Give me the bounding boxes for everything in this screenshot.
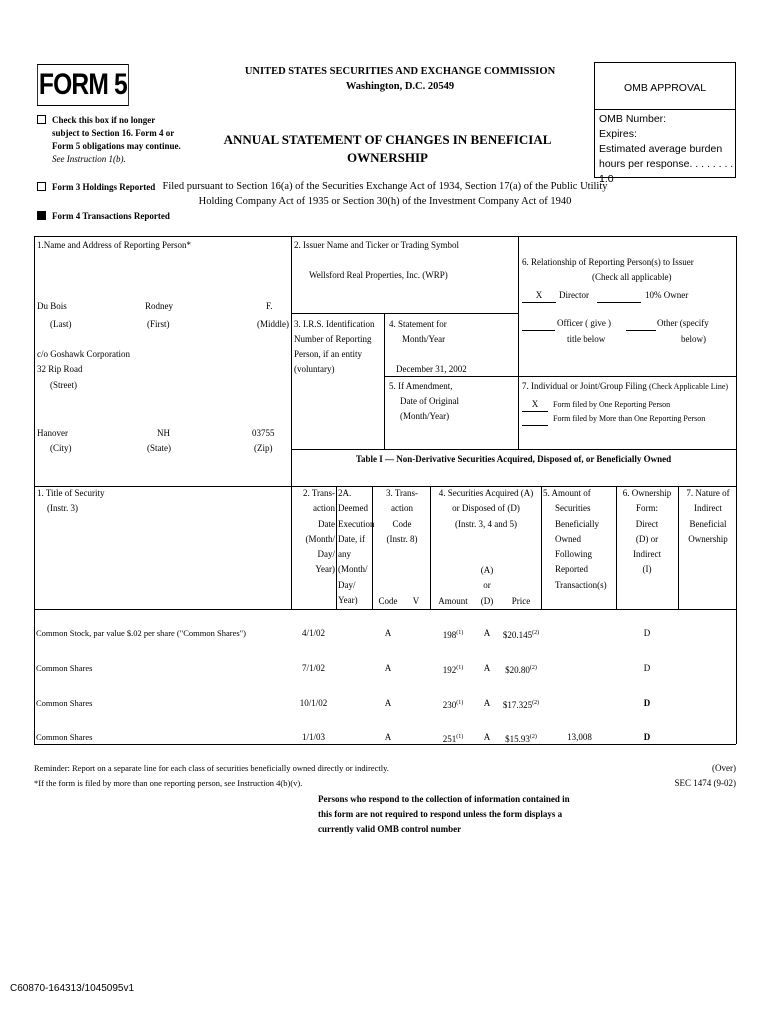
box3-line1: 3. I.R.S. Identification [294, 319, 375, 329]
sec-form-number: SEC 1474 (9-02) [674, 778, 736, 788]
row-ad: A [483, 732, 491, 742]
row-ownership-form: D [643, 698, 651, 708]
row-price: $20.80$^{(2)}$ [505, 665, 537, 675]
box7-label-group [522, 379, 728, 394]
persons-notice-line3: currently valid OMB control number [318, 824, 462, 834]
row-price: $15.93$^{(2)}$ [505, 734, 537, 744]
row-amount: 251$^{(1)}$ [442, 734, 464, 744]
col-ownership-header: 6. Ownership Form: Direct (D) or Indirect (I) [622, 488, 672, 575]
row-code: A [384, 663, 392, 673]
row-price: $17.325$^{(2)}$ [502, 700, 540, 710]
row-amount: 230$^{(1)}$ [442, 700, 464, 710]
multiple-persons-checkbox[interactable] [522, 412, 548, 426]
document-id: C60870-164313/1045095v1 [10, 983, 134, 994]
box5-line1: 5. If Amendment, [389, 381, 453, 391]
col-title-header: 1. Title of Security (Instr. 3) [37, 488, 105, 513]
row-ad: A [483, 663, 491, 673]
reminder-note: Reminder: Report on a separate line for each class of securities beneficially owned directly or indirectly. [34, 763, 389, 773]
row-date: 10/1/02 [299, 698, 328, 708]
box4-line1: 4. Statement for [389, 319, 447, 329]
reporting-last-name: Du Bois [37, 301, 67, 311]
star-note: *If the form is filed by more than one reporting person, see Instruction 4(b)(v). [34, 778, 303, 788]
col-ad-sub: (A) or (D) [480, 565, 494, 606]
box2-label: 2. Issuer Name and Ticker or Trading Symbol [294, 240, 459, 250]
filed-pursuant-line1: Filed pursuant to Section 16(a) of the Securities Exchange Act of 1934, Section 17(a) of the Public Utility [162, 181, 608, 192]
address-line2: 32 Rip Road [37, 364, 83, 374]
omb-expires: Expires: [599, 128, 637, 140]
row-amount: 192$^{(1)}$ [442, 665, 464, 675]
row-date: 4/1/02 [301, 628, 325, 638]
omb-approval-box [594, 62, 736, 185]
box5-line3: (Month/Year) [400, 411, 450, 421]
box6-line1: 6. Relationship of Reporting Person(s) to Issuer [522, 257, 694, 267]
agency-name: UNITED STATES SECURITIES AND EXCHANGE COMMISSION [244, 66, 556, 77]
checkbox-label: Check this box if no longer [52, 115, 156, 125]
row-title: Common Stock, par value $.02 per share ("Common Shares") [36, 628, 246, 638]
row-title: Common Shares [36, 732, 93, 742]
persons-notice-line2: this form are not required to respond unless the form displays a [318, 809, 563, 819]
state-value: NH [157, 428, 170, 438]
col-amount-owned-header: 5. Amount of Securities Beneficially Owned Following Reported Transaction(s) [543, 488, 607, 590]
other-checkbox[interactable] [626, 317, 656, 331]
box6-line2: (Check all applicable) [592, 272, 672, 282]
row-ad: A [483, 628, 491, 638]
ten-percent-checkbox[interactable] [597, 289, 641, 303]
city-label: (City) [50, 443, 72, 453]
row-code: A [384, 628, 392, 638]
row-title: Common Shares [36, 698, 93, 708]
street-label: (Street) [50, 380, 77, 390]
state-label: (State) [147, 443, 171, 453]
col-trans-code-header: 3. Trans- action Code (Instr. 8) [385, 488, 418, 544]
middle-label: (Middle) [257, 319, 289, 329]
no-longer-subject-checkbox-group [37, 114, 181, 166]
officer-label: Officer ( give ) [557, 318, 612, 328]
checkbox-label: See Instruction 1(b). [52, 154, 126, 164]
row-ad: A [483, 698, 491, 708]
row-date: 7/1/02 [301, 663, 325, 673]
reporting-first-name: Rodney [145, 301, 173, 311]
checkbox-label: subject to Section 16. Form 4 or [52, 128, 175, 138]
box3-line3: Person, if an entity [294, 349, 362, 359]
officer-checkbox[interactable] [522, 317, 555, 331]
box3-line2: Number of Reporting [294, 334, 372, 344]
first-label: (First) [147, 319, 170, 329]
over-label: (Over) [712, 763, 736, 773]
reporting-middle-name: F. [266, 301, 273, 311]
one-person-checkbox[interactable]: X [522, 398, 548, 412]
officer-label-line2: title below [567, 334, 606, 344]
row-amount: 198$^{(1)}$ [442, 630, 464, 640]
zip-value: 03755 [252, 428, 275, 438]
agency-city: Washington, D.C. 20549 [345, 81, 455, 92]
box7-label: 7. Individual or Joint/Group Filing [522, 381, 647, 391]
ten-percent-label: 10% Owner [645, 290, 689, 300]
col-trans-date-header: 2. Trans- action Date (Month/ Day/ Year) [302, 488, 335, 575]
box3-line4: (voluntary) [294, 364, 335, 374]
table-title: Table I — Non-Derivative Securities Acquired, Disposed of, or Beneficially Owned [355, 454, 672, 464]
row-owned: 13,008 [567, 732, 592, 742]
omb-burden-line2: hours per response. . . . . . . . 1.0 [599, 158, 734, 185]
box1-label: 1.Name and Address of Reporting Person* [37, 240, 191, 250]
one-person-label: Form filed by One Reporting Person [553, 400, 671, 409]
form3-checkbox-row [37, 181, 155, 194]
col-price-sub: Price [511, 596, 531, 606]
form-heading: ANNUAL STATEMENT OF CHANGES IN BENEFICIAL OWNERSHIP [223, 132, 552, 165]
director-checkbox[interactable]: X [522, 289, 556, 303]
address-line1: c/o Goshawk Corporation [37, 349, 130, 359]
col-securities-header: 4. Securities Acquired (A) or Disposed of (D) (Instr. 3, 4 and 5) [438, 488, 534, 529]
checkbox-label: Form 5 obligations may continue. [52, 141, 181, 151]
box7-label-note: (Check Applicable Line) [649, 382, 729, 391]
no-longer-subject-checkbox[interactable] [37, 115, 46, 124]
row-ownership-form: D [643, 732, 651, 742]
zip-label: (Zip) [254, 443, 273, 453]
row-code: A [384, 698, 392, 708]
row-ownership-form: D [643, 628, 651, 638]
persons-notice-line1: Persons who respond to the collection of information contained in [318, 794, 570, 804]
box5-line2: Date of Original [400, 396, 459, 406]
omb-number: OMB Number: [599, 113, 667, 125]
col-nature-header: 7. Nature of Indirect Beneficial Ownership [686, 488, 730, 544]
city-value: Hanover [37, 428, 68, 438]
row-ownership-form: D [643, 663, 651, 673]
last-label: (Last) [50, 319, 72, 329]
director-label: Director [559, 290, 589, 300]
form3-label: Form 3 Holdings Reported [52, 182, 156, 192]
box4-line2: Month/Year [402, 334, 446, 344]
multiple-persons-label: Form filed by More than One Reporting Person [553, 414, 706, 423]
col-v-sub: V [412, 596, 420, 606]
omb-burden-line1: Estimated average burden [599, 143, 723, 155]
row-price: $20.145$^{(2)}$ [502, 630, 540, 640]
col-amount-sub: Amount [438, 596, 468, 606]
col-code-sub: Code [378, 596, 398, 606]
col-deemed-date-header: 2A. Deemed Execution Date, if any (Month/ Day/ Year) [338, 488, 375, 606]
other-label: Other (specify [657, 318, 709, 328]
issuer-name: Wellsford Real Properties, Inc. (WRP) [309, 270, 448, 280]
form3-checkbox[interactable] [37, 182, 46, 191]
row-title: Common Shares [36, 663, 93, 673]
statement-date: December 31, 2002 [396, 364, 467, 374]
omb-heading: OMB APPROVAL [595, 63, 735, 110]
row-code: A [384, 732, 392, 742]
row-date: 1/1/03 [301, 732, 325, 742]
filed-pursuant-line2: Holding Company Act of 1935 or Section 30(h) of the Investment Company Act of 1940 [198, 196, 572, 207]
form4-label: Form 4 Transactions Reported [52, 211, 170, 221]
form4-checkbox-row [37, 210, 170, 223]
form-title: FORM 5 [37, 64, 129, 106]
form4-checkbox[interactable] [37, 211, 46, 220]
other-label-line2: below) [681, 334, 706, 344]
